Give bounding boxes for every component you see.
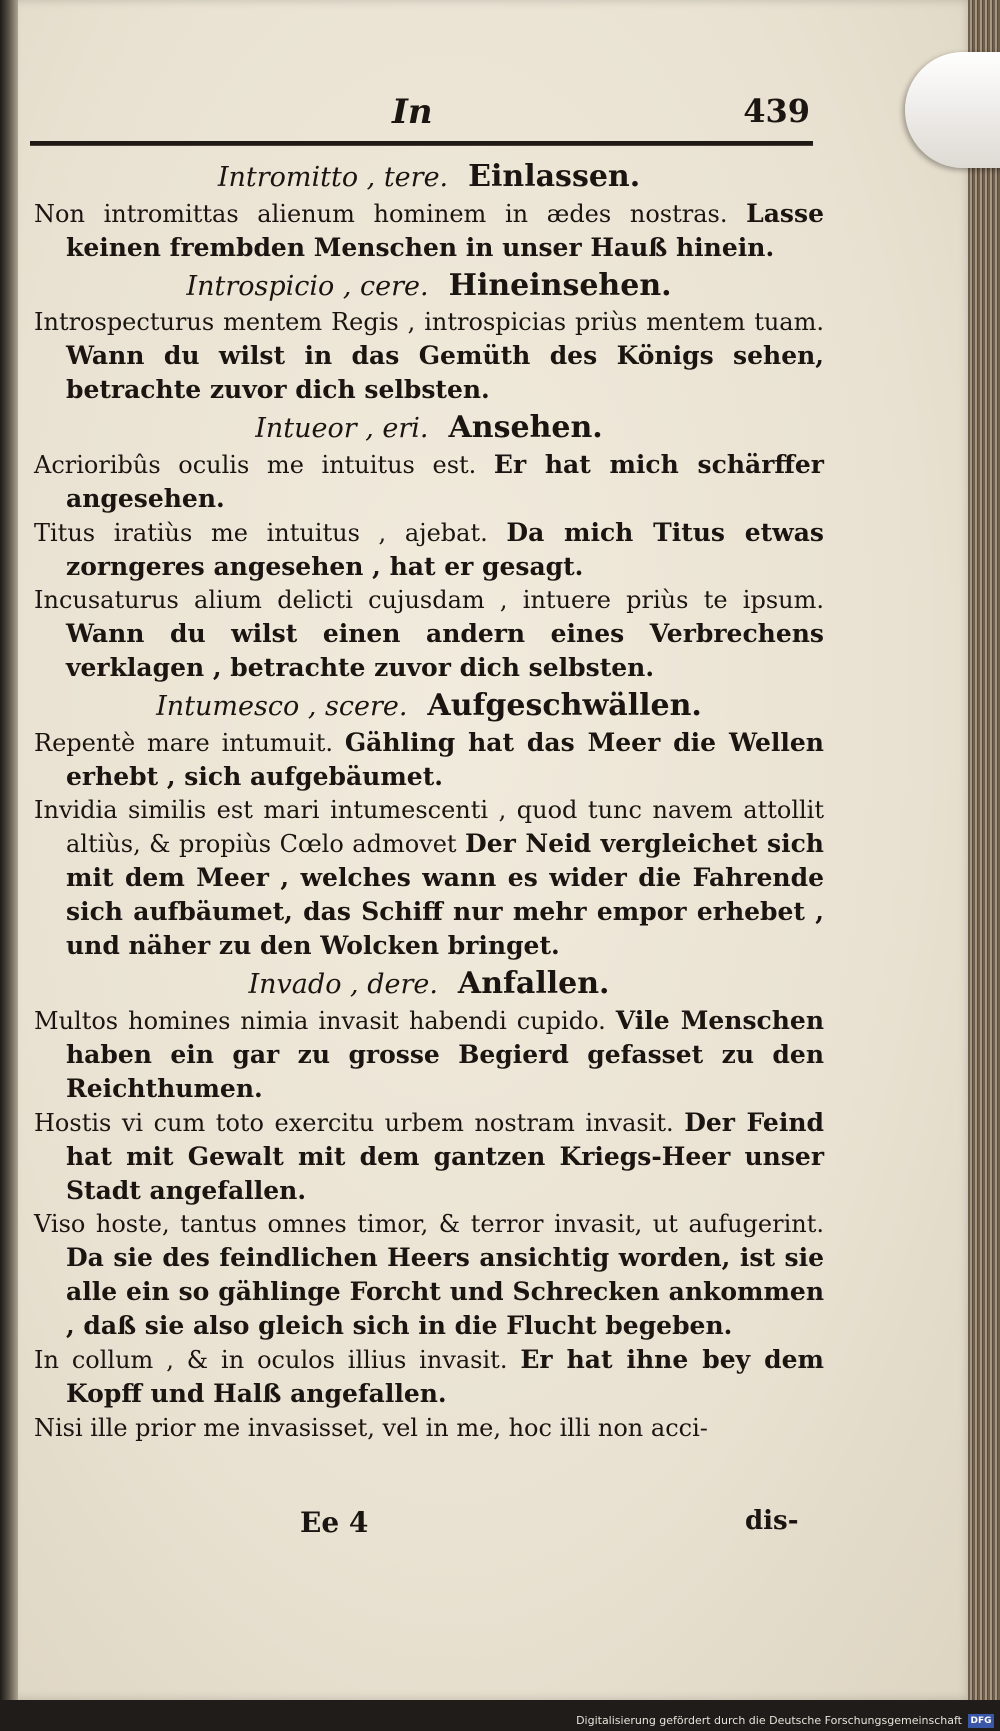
- latin-example: Nisi ille prior me invasisset, vel in me, hoc illi non acci-: [34, 1414, 708, 1442]
- example-sentence: [34, 516, 824, 584]
- latin-lemma: Intumesco , scere.: [156, 691, 408, 722]
- german-gloss: Aufgeschwällen.: [427, 688, 702, 723]
- example-sentence: [34, 584, 824, 685]
- german-gloss: Einlassen.: [468, 159, 641, 194]
- german-gloss: Hineinsehen.: [448, 268, 672, 303]
- example-sentence: [34, 306, 824, 407]
- latin-example: Incusaturus alium delicti cujusdam , intuere priùs te ipsum.: [34, 586, 824, 614]
- running-head: In: [392, 92, 433, 132]
- latin-lemma: Invado , dere.: [248, 969, 438, 1000]
- signature-mark: Ee 4: [300, 1506, 369, 1539]
- latin-example: Non intromittas alienum hominem in ædes nostras.: [34, 200, 728, 228]
- dictionary-content: [34, 156, 824, 1445]
- latin-example: Viso hoste, tantus omnes timor, & terror invasit, ut aufugerint.: [34, 1210, 824, 1238]
- example-sentence: [34, 448, 824, 516]
- latin-example: Acrioribûs oculis me intuitus est.: [34, 451, 477, 479]
- latin-example: In collum , & in oculos illius invasit.: [34, 1346, 508, 1374]
- example-sentence: [34, 1411, 824, 1445]
- example-sentence: [34, 794, 824, 963]
- latin-example: Repentè mare intumuit.: [34, 729, 333, 757]
- german-gloss: Anfallen.: [457, 966, 610, 1001]
- entry-headword: [34, 158, 824, 197]
- example-sentence: [34, 1106, 824, 1208]
- german-translation: Gähling hat das Meer die Wellen erhebt , sich aufgebäumet.: [66, 728, 824, 791]
- latin-example: Introspecturus mentem Regis , introspicias priùs mentem tuam.: [34, 308, 824, 336]
- latin-example: Hostis vi cum toto exercitu urbem nostram invasit.: [34, 1109, 674, 1137]
- viewer-footer-bar: [0, 1700, 1000, 1731]
- latin-lemma: Introspicio , cere.: [186, 271, 429, 302]
- dfg-logo: DFG: [968, 1714, 994, 1728]
- german-translation: Da sie des feindlichen Heers ansichtig worden, ist sie alle ein so gählinge Forcht und Schrecken ankommen , daß sie also gleich sich in die Flucht begeben.: [66, 1243, 824, 1340]
- page-number: 439: [743, 92, 810, 130]
- example-sentence: [34, 1343, 824, 1411]
- funding-credit: Digitalisierung gefördert durch die Deutsche Forschungsgemeinschaft: [576, 1714, 962, 1727]
- german-translation: Lasse keinen frembden Menschen in unser Hauß hinein.: [66, 199, 824, 262]
- latin-lemma: Intueor , eri.: [255, 413, 429, 444]
- example-sentence: [34, 197, 824, 265]
- latin-example: Invidia similis est mari intumescenti , quod tunc navem attollit altiùs, & propiùs Cœlo admovet: [34, 796, 824, 858]
- german-gloss: Ansehen.: [448, 410, 603, 445]
- german-translation: Der Feind hat mit Gewalt mit dem gantzen Kriegs-Heer unser Stadt angefallen.: [66, 1108, 824, 1205]
- page-edges: [968, 0, 1000, 1700]
- entry-headword: [34, 267, 824, 306]
- latin-lemma: Intromitto , tere.: [217, 162, 449, 193]
- entry-headword: [34, 965, 824, 1004]
- latin-example: Multos homines nimia invasit habendi cupido.: [34, 1007, 606, 1035]
- page-header: [30, 92, 810, 132]
- example-sentence: [34, 1004, 824, 1106]
- german-translation: Da mich Titus etwas zorngeres angesehen , hat er gesagt.: [66, 518, 824, 581]
- german-translation: Er hat ihne bey dem Kopff und Halß angefallen.: [66, 1345, 824, 1408]
- german-translation: Vile Menschen haben ein gar zu grosse Begierd gefasset zu den Reichthumen.: [66, 1006, 825, 1103]
- example-sentence: [34, 1208, 824, 1343]
- example-sentence: [34, 726, 824, 794]
- entry-headword: [34, 409, 824, 448]
- header-rule: [30, 141, 813, 146]
- german-translation: Wann du wilst einen andern eines Verbrechens verklagen , betrachte zuvor dich selbsten.: [66, 619, 824, 682]
- catchword: dis-: [745, 1506, 799, 1536]
- german-translation: Der Neid vergleichet sich mit dem Meer , welches wann es wider die Fahrende sich aufbäumet, das Schiff nur mehr empor erhebet , und näher zu den Wolcken bringet.: [66, 829, 824, 960]
- german-translation: Wann du wilst in das Gemüth des Königs sehen, betrachte zuvor dich selbsten.: [66, 341, 824, 404]
- latin-example: Titus iratiùs me intuitus , ajebat.: [34, 519, 488, 547]
- entry-headword: [34, 687, 824, 726]
- german-translation: Er hat mich schärffer angesehen.: [66, 450, 824, 513]
